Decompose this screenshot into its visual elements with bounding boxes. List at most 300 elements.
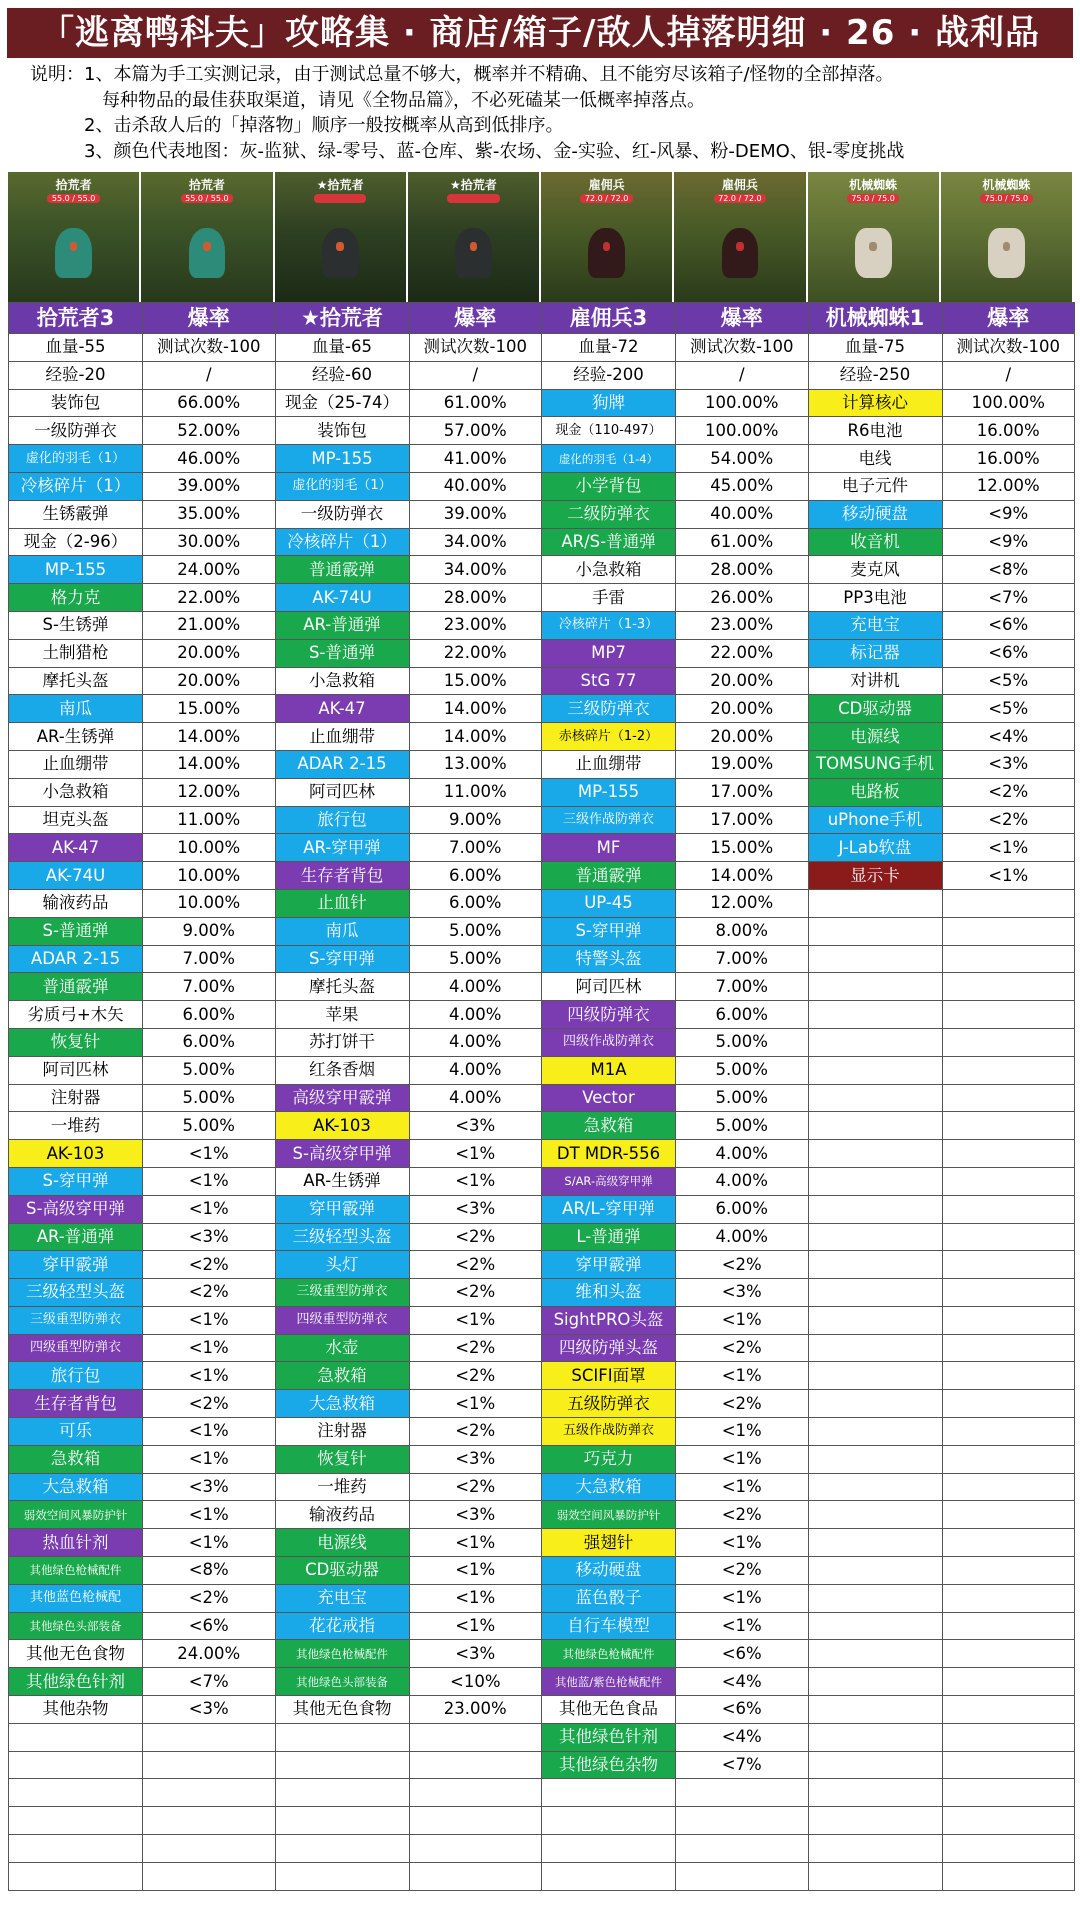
empty-cell (808, 1779, 942, 1807)
enemy-figure (55, 228, 92, 278)
item-name-cell: 四级重型防弹衣 (9, 1334, 143, 1362)
info-value: / (143, 361, 276, 389)
drop-rate-cell: <2% (676, 1501, 809, 1529)
drop-rate-cell: 5.00% (409, 917, 542, 945)
item-name-cell: 止血绷带 (275, 723, 409, 751)
table-row (9, 1279, 1075, 1307)
item-name-cell: 标记器 (808, 639, 942, 667)
drop-rate-cell: <6% (942, 639, 1075, 667)
empty-cell (808, 917, 942, 945)
table-row (9, 1557, 1075, 1585)
drop-rate-cell: 7.00% (676, 945, 809, 973)
item-name-cell: R6电池 (808, 417, 942, 445)
drop-rate-cell: 40.00% (676, 500, 809, 528)
drop-rate-cell: 28.00% (676, 556, 809, 584)
item-name-cell: 其他无色食物 (9, 1640, 143, 1668)
drop-rate-cell: 5.00% (676, 1056, 809, 1084)
drop-rate-cell: <2% (676, 1390, 809, 1418)
item-name-cell: 电线 (808, 445, 942, 473)
drop-rate-cell: <2% (942, 806, 1075, 834)
drop-rate-cell: 23.00% (409, 611, 542, 639)
empty-cell (808, 1807, 942, 1835)
drop-rate-cell: <3% (409, 1640, 542, 1668)
drop-rate-cell: 20.00% (143, 667, 276, 695)
table-row (9, 1612, 1075, 1640)
table-row (9, 1112, 1075, 1140)
drop-rate-cell: 41.00% (409, 445, 542, 473)
item-name-cell: 摩托头盔 (275, 973, 409, 1001)
empty-cell (808, 1501, 942, 1529)
drop-rate-cell: 26.00% (676, 584, 809, 612)
drop-rate-cell: <1% (942, 834, 1075, 862)
drop-rate-cell: 5.00% (676, 1028, 809, 1056)
column-header-rate: 爆率 (676, 303, 809, 334)
empty-cell (808, 1251, 942, 1279)
item-name-cell: 自行车模型 (542, 1612, 676, 1640)
item-name-cell: 移动硬盘 (542, 1557, 676, 1585)
item-name-cell: 现金（110-497） (542, 417, 676, 445)
item-name-cell: 急救箱 (275, 1362, 409, 1390)
item-name-cell: 大急救箱 (9, 1473, 143, 1501)
empty-cell (676, 1835, 809, 1863)
empty-cell (9, 1779, 143, 1807)
enemy-figure (189, 228, 226, 278)
drop-rate-cell: <2% (409, 1473, 542, 1501)
empty-cell (808, 1612, 942, 1640)
info-value: 测试次数-100 (676, 334, 809, 362)
drop-rate-cell: <5% (942, 695, 1075, 723)
health-bar (447, 194, 500, 203)
table-row (9, 1584, 1075, 1612)
item-name-cell: 格力克 (9, 584, 143, 612)
table-row (9, 500, 1075, 528)
empty-cell (942, 1223, 1075, 1251)
drop-rate-cell: 6.00% (409, 889, 542, 917)
item-name-cell: 电路板 (808, 778, 942, 806)
empty-cell (9, 1835, 143, 1863)
empty-cell (942, 973, 1075, 1001)
drop-rate-cell: 7.00% (143, 945, 276, 973)
item-name-cell: 生存者背包 (275, 862, 409, 890)
empty-cell (942, 1028, 1075, 1056)
item-name-cell: 红条香烟 (275, 1056, 409, 1084)
empty-cell (542, 1835, 676, 1863)
enemy-thumbnail-label: ★拾荒者 (449, 178, 497, 192)
empty-cell (275, 1751, 409, 1779)
enemy-thumbnail (408, 172, 541, 302)
item-name-cell: 止血针 (275, 889, 409, 917)
drop-rate-cell: 7.00% (676, 973, 809, 1001)
empty-cell (808, 1696, 942, 1724)
drop-rate-cell: 12.00% (143, 778, 276, 806)
empty-cell (942, 1723, 1075, 1751)
item-name-cell: 一堆药 (275, 1473, 409, 1501)
empty-cell (275, 1723, 409, 1751)
drop-rate-cell: 46.00% (143, 445, 276, 473)
item-name-cell: 冷核碎片（1） (9, 472, 143, 500)
drop-rate-cell: 4.00% (676, 1140, 809, 1168)
enemy-figure (722, 228, 759, 278)
empty-cell (942, 889, 1075, 917)
empty-cell (942, 1751, 1075, 1779)
drop-rate-cell: 16.00% (942, 445, 1075, 473)
column-header-enemy: 机械蜘蛛1 (808, 303, 942, 334)
item-name-cell: 三级轻型头盔 (9, 1279, 143, 1307)
enemy-thumbnail (141, 172, 274, 302)
enemy-figure (588, 228, 625, 278)
table-row (9, 778, 1075, 806)
enemy-figure (988, 228, 1025, 278)
drop-rate-cell: <2% (143, 1390, 276, 1418)
table-row (9, 1362, 1075, 1390)
table-row (9, 472, 1075, 500)
empty-cell (808, 1835, 942, 1863)
item-name-cell: 现金（25-74） (275, 389, 409, 417)
drop-rate-cell: 34.00% (409, 556, 542, 584)
table-row (9, 1334, 1075, 1362)
empty-cell (942, 1668, 1075, 1696)
empty-cell (942, 917, 1075, 945)
item-name-cell: TOMSUNG手机 (808, 750, 942, 778)
table-row (9, 1418, 1075, 1446)
item-name-cell: 显示卡 (808, 862, 942, 890)
item-name-cell: 生存者背包 (9, 1390, 143, 1418)
info-value: 测试次数-100 (143, 334, 276, 362)
empty-cell (409, 1779, 542, 1807)
enemy-thumbnail-label: 机械蜘蛛 (849, 178, 898, 192)
drop-rate-cell: <2% (409, 1362, 542, 1390)
item-name-cell: 四级作战防弹衣 (542, 1028, 676, 1056)
empty-cell (808, 1167, 942, 1195)
empty-cell (808, 1028, 942, 1056)
item-name-cell: 花花戒指 (275, 1612, 409, 1640)
table-row (9, 834, 1075, 862)
table-row (9, 695, 1075, 723)
empty-cell (808, 1473, 942, 1501)
drop-rate-cell: <2% (409, 1251, 542, 1279)
empty-cell (808, 1668, 942, 1696)
item-name-cell: 大急救箱 (542, 1473, 676, 1501)
empty-cell (808, 1195, 942, 1223)
item-name-cell: 普通霰弹 (275, 556, 409, 584)
empty-cell (942, 1195, 1075, 1223)
drop-rate-cell: <1% (676, 1584, 809, 1612)
empty-cell (409, 1807, 542, 1835)
drop-rate-cell: <3% (143, 1696, 276, 1724)
empty-cell (275, 1862, 409, 1890)
drop-rate-cell: 100.00% (676, 417, 809, 445)
drop-rate-cell: 15.00% (676, 834, 809, 862)
empty-cell (275, 1779, 409, 1807)
drop-rate-cell: 5.00% (409, 945, 542, 973)
health-bar: 72.0 / 72.0 (580, 194, 633, 203)
item-name-cell: 二级防弹衣 (542, 500, 676, 528)
drop-rate-cell: 9.00% (143, 917, 276, 945)
info-cell: 血量-55 (9, 334, 143, 362)
item-name-cell: 阿司匹林 (9, 1056, 143, 1084)
empty-cell (942, 1807, 1075, 1835)
table-row (9, 1640, 1075, 1668)
drop-rate-cell: 22.00% (676, 639, 809, 667)
empty-cell (808, 1584, 942, 1612)
item-name-cell: 阿司匹林 (275, 778, 409, 806)
drop-rate-cell: 5.00% (143, 1084, 276, 1112)
drop-rate-cell: <1% (676, 1306, 809, 1334)
empty-cell (808, 973, 942, 1001)
item-name-cell: 其他蓝/紫色枪械配件 (542, 1668, 676, 1696)
drop-rate-cell: 4.00% (409, 1084, 542, 1112)
drop-rate-cell: <1% (143, 1140, 276, 1168)
table-row (9, 1807, 1075, 1835)
item-name-cell: 穿甲霰弹 (9, 1251, 143, 1279)
item-name-cell: 注射器 (9, 1084, 143, 1112)
drop-rate-cell: <4% (942, 723, 1075, 751)
enemy-thumbnail-label: ★拾荒者 (316, 178, 364, 192)
empty-cell (942, 1640, 1075, 1668)
empty-cell (942, 1557, 1075, 1585)
info-cell: 血量-65 (275, 334, 409, 362)
empty-cell (808, 1445, 942, 1473)
drop-rate-cell: 20.00% (143, 639, 276, 667)
drop-rate-cell: 14.00% (409, 723, 542, 751)
table-row (9, 556, 1075, 584)
table-row (9, 1668, 1075, 1696)
item-name-cell: 装饰包 (9, 389, 143, 417)
drop-rate-cell: 10.00% (143, 834, 276, 862)
drop-rate-cell: <1% (409, 1306, 542, 1334)
drop-rate-cell: 8.00% (676, 917, 809, 945)
item-name-cell: MP7 (542, 639, 676, 667)
drop-rate-cell: <6% (676, 1696, 809, 1724)
drop-rate-cell: <1% (409, 1529, 542, 1557)
empty-cell (942, 1835, 1075, 1863)
drop-rate-cell: <6% (676, 1640, 809, 1668)
info-cell: 经验-20 (9, 361, 143, 389)
item-name-cell: 强翅针 (542, 1529, 676, 1557)
item-name-cell: 大急救箱 (275, 1390, 409, 1418)
empty-cell (942, 1418, 1075, 1446)
item-name-cell: 穿甲霰弹 (542, 1251, 676, 1279)
drop-rate-cell: <3% (409, 1195, 542, 1223)
empty-cell (942, 1445, 1075, 1473)
drop-rate-cell: 24.00% (143, 1640, 276, 1668)
drop-rate-cell: 7.00% (409, 834, 542, 862)
table-row (9, 1140, 1075, 1168)
drop-rate-cell: 19.00% (676, 750, 809, 778)
item-name-cell: 虚化的羽毛（1） (9, 445, 143, 473)
enemy-thumbnail (275, 172, 408, 302)
item-name-cell: 小急救箱 (275, 667, 409, 695)
column-header-rate: 爆率 (942, 303, 1075, 334)
empty-cell (808, 1112, 942, 1140)
health-bar: 75.0 / 75.0 (847, 194, 900, 203)
item-name-cell: 南瓜 (275, 917, 409, 945)
empty-cell (542, 1779, 676, 1807)
info-cell: 经验-250 (808, 361, 942, 389)
drop-rate-cell: 6.00% (676, 1195, 809, 1223)
table-row (9, 1028, 1075, 1056)
drop-rate-cell: 5.00% (143, 1112, 276, 1140)
item-name-cell: AK-47 (9, 834, 143, 862)
health-bar: 72.0 / 72.0 (714, 194, 767, 203)
empty-cell (808, 1723, 942, 1751)
drop-rate-cell: <7% (676, 1751, 809, 1779)
item-name-cell: 其他无色食品 (542, 1696, 676, 1724)
table-row (9, 528, 1075, 556)
table-row (9, 1862, 1075, 1890)
drop-rate-cell: <2% (409, 1418, 542, 1446)
table-row (9, 1779, 1075, 1807)
column-header-rate: 爆率 (409, 303, 542, 334)
item-name-cell: DT MDR-556 (542, 1140, 676, 1168)
drop-rate-cell: 4.00% (409, 1028, 542, 1056)
drop-rate-cell: 11.00% (409, 778, 542, 806)
item-name-cell: 热血针剂 (9, 1529, 143, 1557)
table-row (9, 1167, 1075, 1195)
item-name-cell: Vector (542, 1084, 676, 1112)
item-name-cell: AR-穿甲弹 (275, 834, 409, 862)
item-name-cell: 其他蓝色枪械配 (9, 1584, 143, 1612)
table-row (9, 1390, 1075, 1418)
drop-rate-cell: <1% (676, 1418, 809, 1446)
item-name-cell: 一级防弹衣 (9, 417, 143, 445)
empty-cell (808, 945, 942, 973)
item-name-cell: 冷核碎片（1） (275, 528, 409, 556)
item-name-cell: MP-155 (542, 778, 676, 806)
table-row (9, 1696, 1075, 1724)
drop-rate-cell: 7.00% (143, 973, 276, 1001)
table-row (9, 1529, 1075, 1557)
drop-rate-cell: <3% (942, 750, 1075, 778)
drop-rate-cell: 14.00% (676, 862, 809, 890)
item-name-cell: 虚化的羽毛（1） (275, 472, 409, 500)
drop-rate-cell: <1% (143, 1167, 276, 1195)
item-name-cell: 装饰包 (275, 417, 409, 445)
table-row (9, 445, 1075, 473)
empty-cell (676, 1862, 809, 1890)
table-row (9, 1501, 1075, 1529)
drop-rate-cell: 17.00% (676, 778, 809, 806)
enemy-thumbnail (674, 172, 807, 302)
item-name-cell: 高级穿甲霰弹 (275, 1084, 409, 1112)
drop-rate-cell: 16.00% (942, 417, 1075, 445)
column-header-enemy: ★拾荒者 (275, 303, 409, 334)
drop-rate-cell: <3% (409, 1112, 542, 1140)
item-name-cell: 一堆药 (9, 1112, 143, 1140)
item-name-cell: AR-生锈弹 (9, 723, 143, 751)
item-name-cell: 其他绿色枪械配件 (275, 1640, 409, 1668)
item-name-cell: 一级防弹衣 (275, 500, 409, 528)
empty-cell (942, 1084, 1075, 1112)
empty-cell (808, 1001, 942, 1029)
item-name-cell: 其他绿色针剂 (9, 1668, 143, 1696)
enemy-figure (322, 228, 359, 278)
drop-rate-cell: 6.00% (409, 862, 542, 890)
drop-rate-cell: <1% (409, 1140, 542, 1168)
item-name-cell: 手雷 (542, 584, 676, 612)
item-name-cell: MF (542, 834, 676, 862)
drop-rate-cell: <1% (143, 1445, 276, 1473)
item-name-cell: AK-74U (275, 584, 409, 612)
table-row (9, 1751, 1075, 1779)
empty-cell (942, 1501, 1075, 1529)
item-name-cell: AR-普通弹 (9, 1223, 143, 1251)
empty-cell (942, 1251, 1075, 1279)
table-row (9, 1723, 1075, 1751)
item-name-cell: 三级轻型头盔 (275, 1223, 409, 1251)
drop-rate-cell: 14.00% (143, 723, 276, 751)
drop-rate-cell: 24.00% (143, 556, 276, 584)
empty-cell (143, 1751, 276, 1779)
empty-cell (143, 1779, 276, 1807)
empty-cell (942, 1362, 1075, 1390)
empty-cell (676, 1807, 809, 1835)
empty-cell (9, 1807, 143, 1835)
drop-rate-cell: <1% (409, 1612, 542, 1640)
empty-cell (808, 1529, 942, 1557)
drop-rate-cell: 54.00% (676, 445, 809, 473)
drop-rate-cell: 4.00% (409, 1001, 542, 1029)
item-name-cell: 普通霰弹 (542, 862, 676, 890)
item-name-cell: 现金（2-96） (9, 528, 143, 556)
empty-cell (808, 1084, 942, 1112)
item-name-cell: 对讲机 (808, 667, 942, 695)
health-bar: 75.0 / 75.0 (980, 194, 1033, 203)
item-name-cell: AK-74U (9, 862, 143, 890)
enemy-image-row (8, 172, 1074, 302)
health-bar (314, 194, 367, 203)
drop-rate-cell: 66.00% (143, 389, 276, 417)
drop-rate-cell: <1% (676, 1362, 809, 1390)
info-row (9, 361, 1075, 389)
item-name-cell: 四级防弹头盔 (542, 1334, 676, 1362)
empty-cell (808, 1751, 942, 1779)
item-name-cell: S-生锈弹 (9, 611, 143, 639)
item-name-cell: 旅行包 (9, 1362, 143, 1390)
item-name-cell: 冷核碎片（1-3） (542, 611, 676, 639)
item-name-cell: 小急救箱 (542, 556, 676, 584)
item-name-cell: AR/S-普通弹 (542, 528, 676, 556)
item-name-cell: 头灯 (275, 1251, 409, 1279)
enemy-thumbnail-label: 雇佣兵 (721, 178, 758, 192)
item-name-cell: 电源线 (808, 723, 942, 751)
item-name-cell: 四级防弹衣 (542, 1001, 676, 1029)
table-row (9, 750, 1075, 778)
item-name-cell: 充电宝 (808, 611, 942, 639)
item-name-cell: SightPRO头盔 (542, 1306, 676, 1334)
item-name-cell: 三级作战防弹衣 (542, 806, 676, 834)
drop-rate-cell: <1% (409, 1557, 542, 1585)
empty-cell (808, 1862, 942, 1890)
item-name-cell: 输液药品 (9, 889, 143, 917)
empty-cell (808, 1223, 942, 1251)
item-name-cell: 其他绿色枪械配件 (542, 1640, 676, 1668)
column-header-enemy: 雇佣兵3 (542, 303, 676, 334)
item-name-cell: 巧克力 (542, 1445, 676, 1473)
item-name-cell: 弱效空间风暴防护针 (542, 1501, 676, 1529)
drop-rate-cell: <8% (942, 556, 1075, 584)
table-row (9, 1195, 1075, 1223)
drop-rate-cell: 57.00% (409, 417, 542, 445)
item-name-cell: ADAR 2-15 (9, 945, 143, 973)
table-row (9, 973, 1075, 1001)
empty-cell (942, 1334, 1075, 1362)
enemy-thumbnail (941, 172, 1074, 302)
item-name-cell: ADAR 2-15 (275, 750, 409, 778)
item-name-cell: 狗牌 (542, 389, 676, 417)
drop-rate-cell: 52.00% (143, 417, 276, 445)
item-name-cell: 水壶 (275, 1334, 409, 1362)
